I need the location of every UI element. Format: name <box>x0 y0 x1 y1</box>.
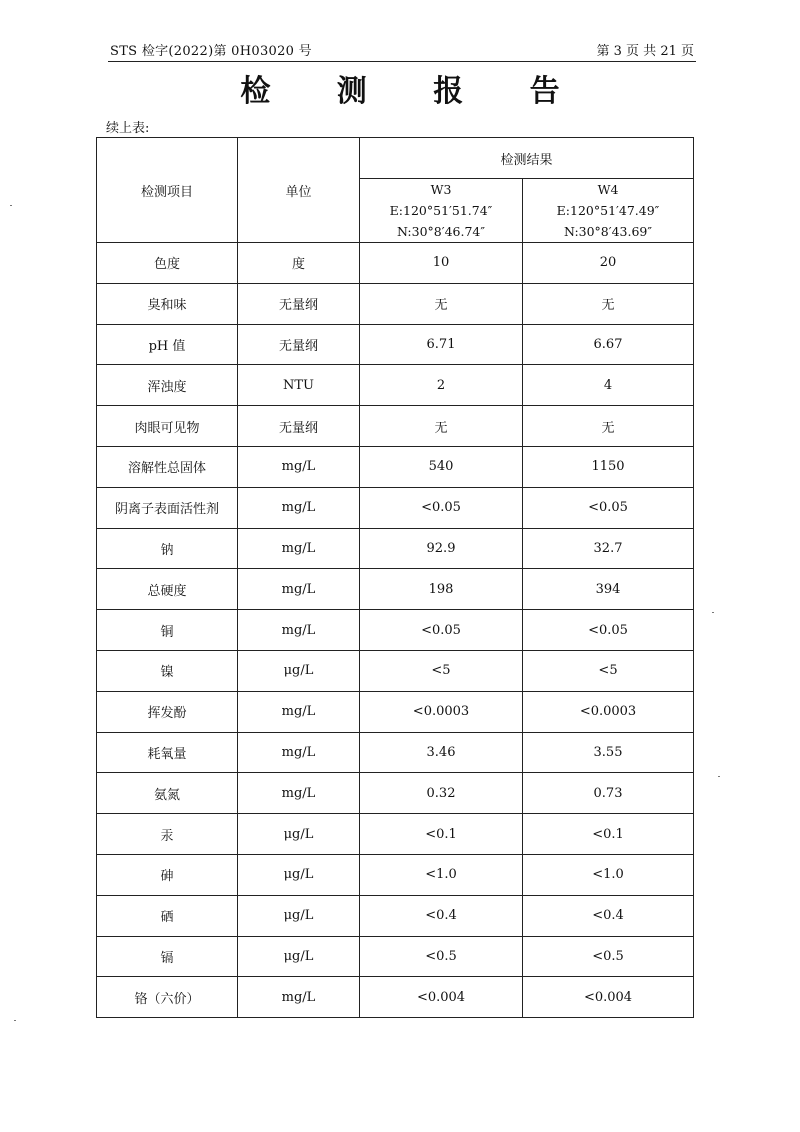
cell-unit: mg/L <box>238 732 360 773</box>
cell-unit: mg/L <box>238 487 360 528</box>
cell-w3: <0.1 <box>360 814 523 855</box>
cell-w3: <5 <box>360 650 523 691</box>
cell-w3: <0.5 <box>360 936 523 977</box>
cell-unit: mg/L <box>238 977 360 1018</box>
site-header-w3 <box>360 179 523 243</box>
continued-label: 续上表: <box>106 121 150 136</box>
scan-speck <box>14 1020 16 1021</box>
cell-item: 砷 <box>97 854 238 895</box>
cell-w3: <0.004 <box>360 977 523 1018</box>
cell-unit: mg/L <box>238 569 360 610</box>
cell-w4: <0.4 <box>523 895 694 936</box>
table-row <box>97 365 694 406</box>
cell-item: 阴离子表面活性剂 <box>97 487 238 528</box>
site-header-w4 <box>523 179 694 243</box>
header-item: 检测项目 <box>97 138 238 243</box>
cell-w3: <0.4 <box>360 895 523 936</box>
table-row <box>97 283 694 324</box>
cell-w4: 32.7 <box>523 528 694 569</box>
cell-w3: 3.46 <box>360 732 523 773</box>
cell-w4: 无 <box>523 283 694 324</box>
cell-w3: <0.05 <box>360 610 523 651</box>
cell-unit: 无量纲 <box>238 324 360 365</box>
cell-w4: 0.73 <box>523 773 694 814</box>
cell-item: 铜 <box>97 610 238 651</box>
cell-w4: 4 <box>523 365 694 406</box>
cell-w3: 0.32 <box>360 773 523 814</box>
cell-w3: 2 <box>360 365 523 406</box>
cell-unit: μg/L <box>238 650 360 691</box>
cell-w4: 20 <box>523 243 694 284</box>
cell-item: 肉眼可见物 <box>97 406 238 447</box>
cell-w4: <0.0003 <box>523 691 694 732</box>
table-row <box>97 406 694 447</box>
cell-unit: μg/L <box>238 936 360 977</box>
table-row <box>97 936 694 977</box>
cell-w4: <0.05 <box>523 487 694 528</box>
cell-w4: 无 <box>523 406 694 447</box>
cell-item: 氨氮 <box>97 773 238 814</box>
cell-unit: μg/L <box>238 895 360 936</box>
cell-w4: <0.1 <box>523 814 694 855</box>
cell-w3: <0.0003 <box>360 691 523 732</box>
cell-item: 挥发酚 <box>97 691 238 732</box>
cell-w4: <0.05 <box>523 610 694 651</box>
table-row <box>97 243 694 284</box>
table-row <box>97 324 694 365</box>
scan-speck <box>10 205 12 206</box>
table-header-row <box>97 138 694 179</box>
header-unit: 单位 <box>238 138 360 243</box>
cell-w4: 3.55 <box>523 732 694 773</box>
page-title: 检 测 报 告 <box>240 74 588 109</box>
cell-unit: μg/L <box>238 854 360 895</box>
cell-item: pH 值 <box>97 324 238 365</box>
page-indicator: 第 3 页 共 21 页 <box>596 44 694 59</box>
report-number: STS 检字(2022)第 0H03020 号 <box>110 44 312 59</box>
table-row <box>97 650 694 691</box>
cell-w4: <1.0 <box>523 854 694 895</box>
cell-w3: 540 <box>360 446 523 487</box>
table-row <box>97 691 694 732</box>
table-row <box>97 773 694 814</box>
cell-w4: 1150 <box>523 446 694 487</box>
table-row <box>97 569 694 610</box>
table-row <box>97 977 694 1018</box>
cell-w3: <1.0 <box>360 854 523 895</box>
header-result: 检测结果 <box>360 138 694 179</box>
cell-item: 浑浊度 <box>97 365 238 406</box>
table-row <box>97 446 694 487</box>
cell-item: 铬（六价） <box>97 977 238 1018</box>
cell-w3: <0.05 <box>360 487 523 528</box>
header-divider <box>108 61 696 62</box>
scan-speck <box>718 776 720 777</box>
site-latitude: N:30°8′46.74″ <box>396 224 486 239</box>
cell-w3: 10 <box>360 243 523 284</box>
cell-item: 汞 <box>97 814 238 855</box>
site-name: W3 <box>430 182 452 197</box>
cell-unit: 无量纲 <box>238 406 360 447</box>
cell-item: 总硬度 <box>97 569 238 610</box>
cell-unit: mg/L <box>238 528 360 569</box>
cell-item: 耗氧量 <box>97 732 238 773</box>
site-latitude: N:30°8′43.69″ <box>563 224 653 239</box>
cell-w4: 394 <box>523 569 694 610</box>
cell-w3: 无 <box>360 283 523 324</box>
cell-w4: <0.004 <box>523 977 694 1018</box>
cell-item: 钠 <box>97 528 238 569</box>
cell-w3: 92.9 <box>360 528 523 569</box>
cell-unit: mg/L <box>238 691 360 732</box>
cell-w4: <0.5 <box>523 936 694 977</box>
table-row <box>97 854 694 895</box>
site-longitude: E:120°51′51.74″ <box>389 203 493 218</box>
cell-w4: <5 <box>523 650 694 691</box>
cell-unit: 无量纲 <box>238 283 360 324</box>
results-table <box>96 137 694 1018</box>
site-longitude: E:120°51′47.49″ <box>556 203 660 218</box>
cell-item: 镍 <box>97 650 238 691</box>
cell-item: 溶解性总固体 <box>97 446 238 487</box>
cell-unit: 度 <box>238 243 360 284</box>
cell-w3: 198 <box>360 569 523 610</box>
cell-unit: mg/L <box>238 446 360 487</box>
cell-item: 硒 <box>97 895 238 936</box>
cell-unit: NTU <box>238 365 360 406</box>
cell-item: 色度 <box>97 243 238 284</box>
site-name: W4 <box>597 182 619 197</box>
table-row <box>97 814 694 855</box>
cell-w4: 6.67 <box>523 324 694 365</box>
cell-unit: μg/L <box>238 814 360 855</box>
table-row <box>97 487 694 528</box>
table-row <box>97 895 694 936</box>
cell-w3: 无 <box>360 406 523 447</box>
table-row <box>97 610 694 651</box>
scan-speck <box>712 612 714 613</box>
table-row <box>97 732 694 773</box>
cell-unit: mg/L <box>238 610 360 651</box>
cell-unit: mg/L <box>238 773 360 814</box>
table-row <box>97 528 694 569</box>
cell-item: 臭和味 <box>97 283 238 324</box>
cell-item: 镉 <box>97 936 238 977</box>
cell-w3: 6.71 <box>360 324 523 365</box>
